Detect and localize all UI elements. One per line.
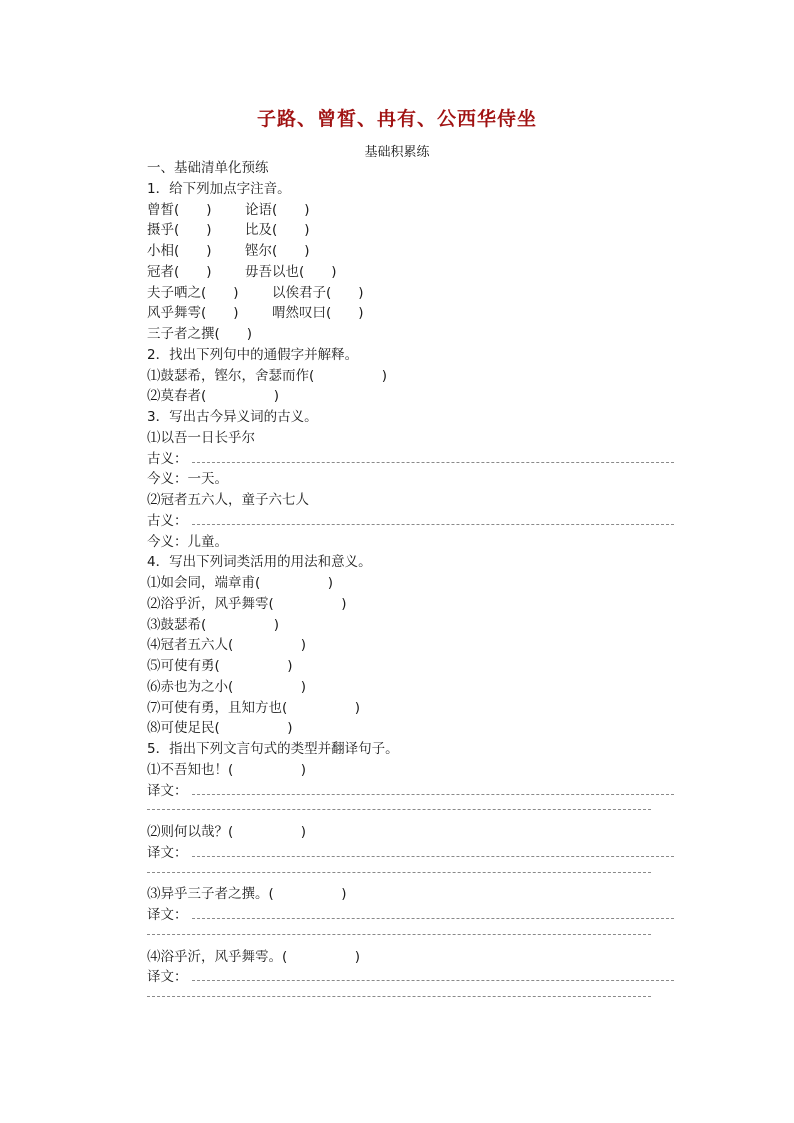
q5-continuation-line[interactable] <box>147 801 674 822</box>
q4-item: ⑸可使有勇( ) <box>147 658 293 674</box>
q1-item: 比及( ) <box>245 222 310 239</box>
yi-label: 译文： <box>147 969 188 986</box>
yi-label: 译文： <box>147 907 188 923</box>
q1-item: 毋吾以也( ) <box>245 263 337 280</box>
q4-item: ⑶鼓瑟希( ) <box>147 616 280 633</box>
q5-item: ⑴不吾知也！( ) <box>147 761 307 778</box>
q1-row <box>147 241 674 262</box>
q3-answer-line[interactable] <box>147 449 674 470</box>
q5-continuation-line[interactable] <box>147 864 674 885</box>
q1-item: 曾皙( ) <box>147 201 212 218</box>
q2-heading: 2．找出下列句中的通假字并解释。 <box>147 346 359 363</box>
page-subtitle: 基础积累练 <box>364 145 430 160</box>
q5-item: ⑵则何以哉？( ) <box>147 824 307 840</box>
q1-item: 小相( ) <box>147 243 212 259</box>
q5-continuation-line[interactable] <box>147 926 674 947</box>
answer-blank[interactable] <box>192 905 675 919</box>
q3-modern-meaning: 今义：儿童。 <box>147 533 228 550</box>
q5-item: ⑶异乎三子者之撰。( ) <box>147 886 347 903</box>
q4-item: ⑻可使足民( ) <box>147 720 293 737</box>
q1-row <box>147 283 674 304</box>
gu-label: 古义： <box>147 512 188 529</box>
answer-blank[interactable] <box>192 843 675 857</box>
answer-blank[interactable] <box>192 449 675 463</box>
q4-item: ⑷冠者五六人( ) <box>147 637 307 654</box>
answer-blank[interactable] <box>192 781 675 795</box>
q1-item: 冠者( ) <box>147 263 212 280</box>
q5-heading: 5．指出下列文言句式的类型并翻译句子。 <box>147 741 399 757</box>
q5-continuation-line[interactable] <box>147 988 674 1009</box>
q1-item: 三子者之撰( ) <box>147 326 253 342</box>
q2-item: ⑵莫春者( ) <box>147 388 280 405</box>
q5-translation-line[interactable] <box>147 967 674 988</box>
yi-label: 译文： <box>147 844 188 861</box>
gu-label: 古义： <box>147 450 188 467</box>
q5-translation-line[interactable] <box>147 905 674 926</box>
q1-row <box>147 262 674 283</box>
q3-answer-line[interactable] <box>147 511 674 532</box>
q3-modern-meaning: 今义：一天。 <box>147 471 228 488</box>
q1-item: 风乎舞雩( ) <box>147 305 239 322</box>
q1-item: 以俟君子( ) <box>272 284 364 301</box>
q3-heading: 3．写出古今异义词的古义。 <box>147 409 318 425</box>
q1-item: 铿尔( ) <box>245 243 310 259</box>
q4-heading: 4．写出下列词类活用的用法和意义。 <box>147 554 372 571</box>
section-heading: 一、基础清单化预练 <box>147 160 269 176</box>
answer-blank[interactable] <box>192 967 675 981</box>
q1-item: 喟然叹曰( ) <box>272 305 364 322</box>
q3-item: ⑵冠者五六人，童子六七人 <box>147 492 309 508</box>
q4-item: ⑵浴乎沂，风乎舞雩( ) <box>147 595 347 612</box>
answer-blank[interactable] <box>147 996 651 997</box>
q3-item: ⑴以吾一日长乎尔 <box>147 429 255 446</box>
q2-item: ⑴鼓瑟希，铿尔，舍瑟而作( ) <box>147 367 388 384</box>
q5-translation-line[interactable] <box>147 843 674 864</box>
q5-translation-line[interactable] <box>147 781 674 802</box>
q1-row <box>147 200 674 221</box>
yi-label: 译文： <box>147 782 188 799</box>
answer-blank[interactable] <box>147 872 651 873</box>
page-title: 子路、曾皙、冉有、公西华侍坐 <box>256 108 537 130</box>
answer-blank[interactable] <box>147 809 651 810</box>
q1-row <box>147 220 674 241</box>
q4-item: ⑺可使有勇，且知方也( ) <box>147 699 361 716</box>
answer-blank[interactable] <box>147 934 651 935</box>
q1-item: 夫子哂之( ) <box>147 284 239 301</box>
q4-item: ⑹赤也为之小( ) <box>147 678 307 695</box>
q1-item: 论语( ) <box>245 201 310 218</box>
worksheet-content <box>147 158 674 1009</box>
q1-heading: 1．给下列加点字注音。 <box>147 180 291 197</box>
q1-item: 摄乎( ) <box>147 222 212 239</box>
q5-item: ⑷浴乎沂，风乎舞雩。( ) <box>147 948 361 965</box>
q4-item: ⑴如会同，端章甫( ) <box>147 575 334 591</box>
answer-blank[interactable] <box>192 511 675 525</box>
q1-row <box>147 303 674 324</box>
